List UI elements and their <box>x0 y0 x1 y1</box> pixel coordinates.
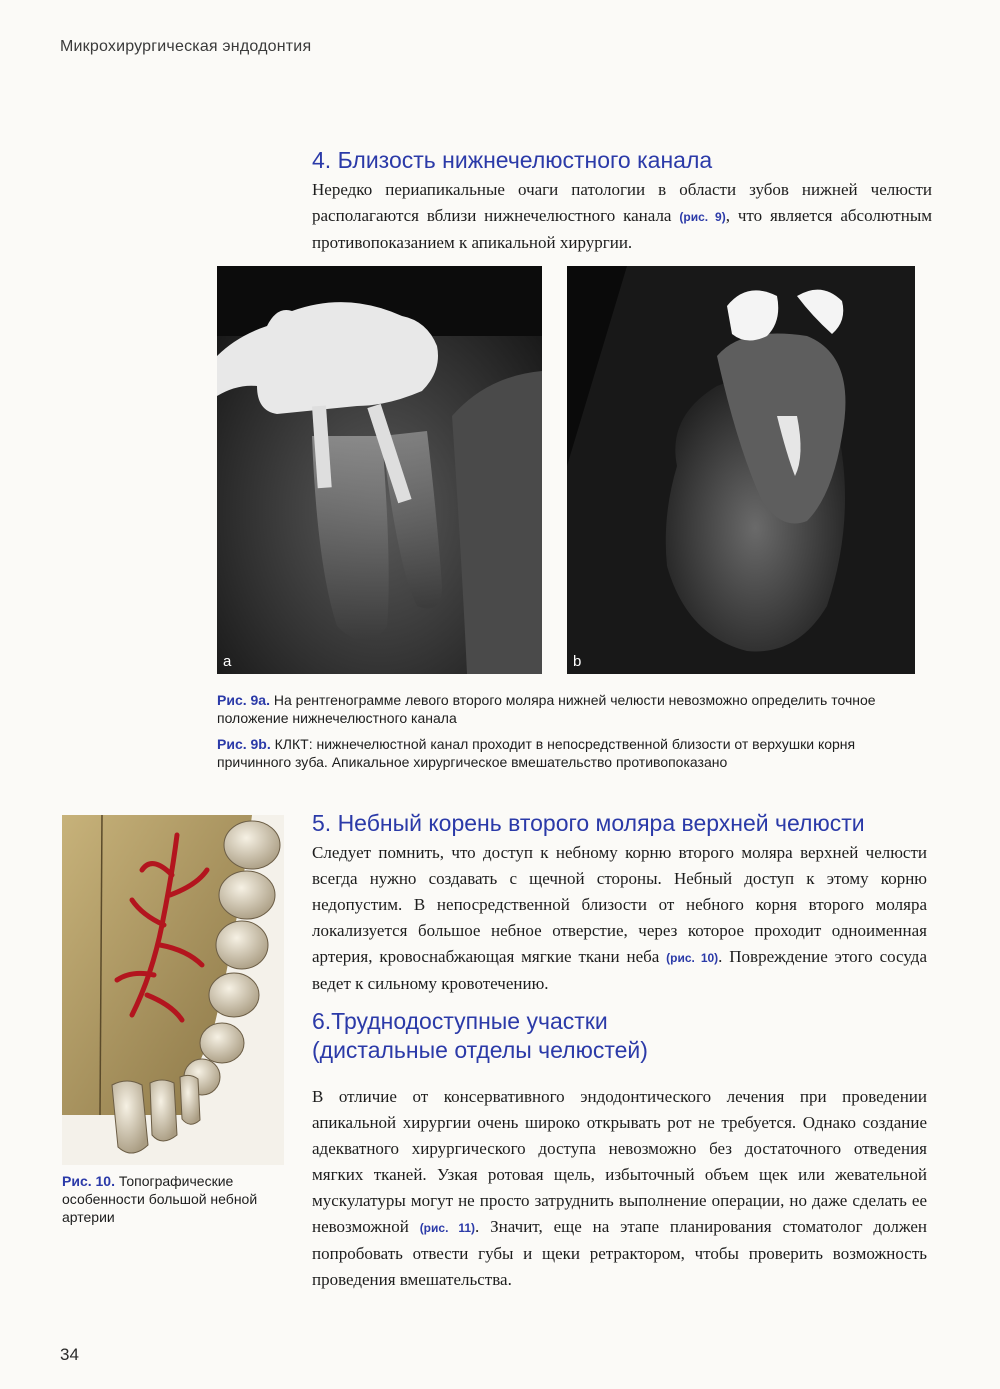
figure-9b-caption-label: Рис. 9b. <box>217 736 271 752</box>
section-4-heading: 4. Близость нижнечелюстного канала <box>312 147 713 173</box>
section-4 <box>312 146 932 256</box>
section-4-paragraph <box>312 177 932 256</box>
page-number: 34 <box>60 1345 79 1364</box>
figure-9b-cbct <box>567 266 915 674</box>
section-4-figure-ref[interactable]: (рис. 9) <box>679 210 726 224</box>
section-6-figure-ref[interactable]: (рис. 11) <box>419 1221 476 1235</box>
figure-10-illustration <box>62 815 284 1165</box>
section-6-text-2: . Значит, еще на этапе планирования стоматолог должен попробовать отвести губы и щеки ретрактором, чтобы проверить возможность проведения вмешательства. <box>312 1217 928 1289</box>
section-4-text-1: Нередко периапикальные очаги патологии в области зубов нижней челюсти располагаются вблизи нижнечелюстного канала <box>312 180 932 225</box>
figure-9b-letter: b <box>573 653 582 670</box>
section-6-heading <box>312 1007 927 1065</box>
section-5-heading: 5. Небный корень второго моляра верхней челюсти <box>312 810 865 836</box>
section-5-text-2: . Повреждение этого сосуда ведет к сильному кровотечению. <box>312 947 927 993</box>
figure-10-caption-text: Топографические особенности большой небной артерии <box>62 1173 258 1225</box>
figure-9b-caption-text: КЛКТ: нижнечелюстной канал проходит в непосредственной близости от верхушки корня причинного зуба. Апикальное хирургическое вмешательство противопоказано <box>217 736 856 770</box>
figure-9a-radiograph <box>217 266 542 674</box>
section-6-paragraph <box>312 1084 927 1293</box>
section-6 <box>312 1007 927 1293</box>
figure-9a-letter: a <box>223 653 232 670</box>
section-5 <box>312 809 927 997</box>
section-4-text-2: , что является абсолютным противопоказанием к апикальной хирургии. <box>312 206 933 252</box>
figure-10-caption-label: Рис. 10. <box>62 1173 115 1189</box>
section-5-figure-ref[interactable]: (рис. 10) <box>666 951 719 965</box>
radiograph-image <box>217 266 542 674</box>
section-6-heading-line-2: (дистальные отделы челюстей) <box>312 1037 648 1063</box>
figure-9-captions <box>217 691 927 771</box>
figure-9a-caption-label: Рис. 9a. <box>217 692 270 708</box>
section-5-text-1: Следует помнить, что доступ к небному корню второго моляра верхней челюсти всегда нужно создавать с щечной стороны. Небный доступ к этому корню недопустим. В непосредственной близости от небного корня второго моляра локализуется большое небное отверстие, через которое проходит одноименная артерия, кровоснабжающая мягкие ткани неба <box>312 843 927 966</box>
figure-9a-caption <box>217 691 927 727</box>
palate-illustration <box>62 815 284 1165</box>
figure-10-caption <box>62 1172 284 1226</box>
figure-9b-caption <box>217 735 927 771</box>
cbct-image <box>567 266 915 674</box>
section-6-heading-line-1: 6.Труднодоступные участки <box>312 1008 608 1034</box>
section-6-text-1: В отличие от консервативного эндодонтического лечения при проведении апикальной хирургии очень широко открывать рот не требуется. Однако создание адекватного хирургического доступа невозможно без достаточного отведения мягких тканей. Узкая ротовая щель, избыточный объем щек или жевательной мускулатуры могут не просто затруднить выполнение операции, но даже сделать ее невозможной <box>312 1087 927 1236</box>
section-5-paragraph <box>312 840 927 997</box>
figure-9a-caption-text: На рентгенограмме левого второго моляра нижней челюсти невозможно определить точное положение нижнечелюстного канала <box>217 692 876 726</box>
running-head: Микрохирургическая эндодонтия <box>60 38 312 55</box>
